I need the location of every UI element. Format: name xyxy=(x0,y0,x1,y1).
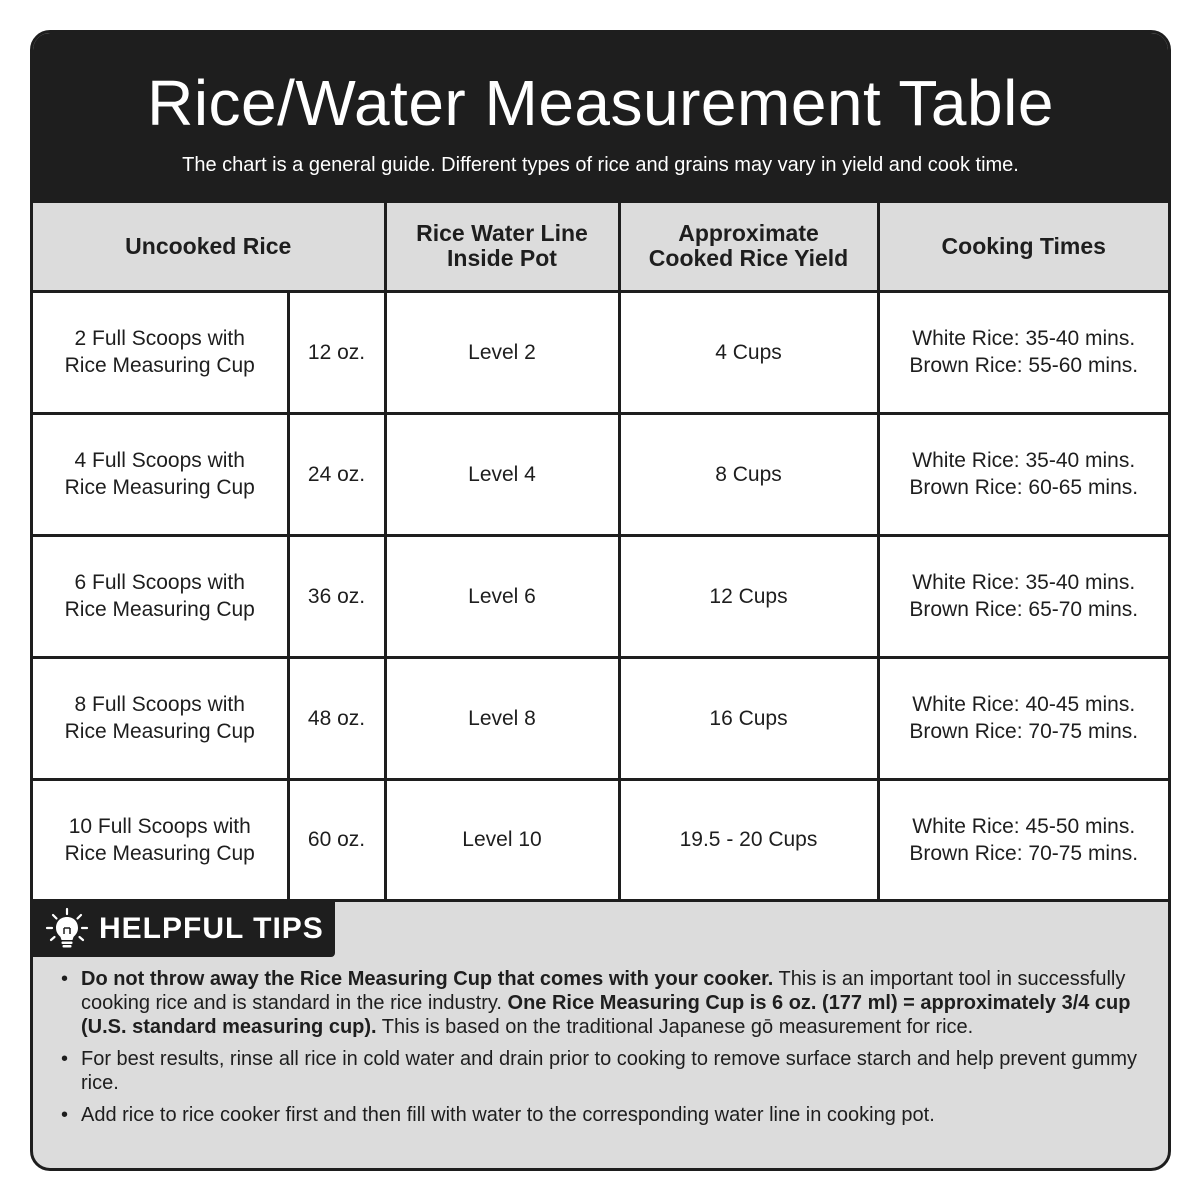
header-uncooked-rice: Uncooked Rice xyxy=(33,203,385,291)
scoops-line-1: 8 Full Scoops with xyxy=(74,693,245,716)
scoops-line-2: Rice Measuring Cup xyxy=(64,841,255,865)
header-yield-line-1: Approximate xyxy=(678,220,819,247)
scoops-line-2: Rice Measuring Cup xyxy=(64,598,255,621)
brown-rice-time: Brown Rice: 60-65 mins. xyxy=(909,476,1139,499)
scoops-cell xyxy=(33,291,288,413)
white-rice-time: White Rice: 35-40 mins. xyxy=(912,449,1136,472)
scoops-line-2: Rice Measuring Cup xyxy=(64,354,255,377)
tip-1-bold-intro: Do not throw away the Rice Measuring Cup that comes with your cooker. xyxy=(81,968,774,990)
brown-rice-time: Brown Rice: 70-75 mins. xyxy=(909,720,1139,743)
white-rice-time: White Rice: 45-50 mins. xyxy=(912,814,1136,838)
yield-cell: 8 Cups xyxy=(619,413,878,535)
cooking-times-cell xyxy=(878,291,1168,413)
measurement-table xyxy=(33,203,1168,902)
helpful-tips-title: HELPFUL TIPS xyxy=(99,912,324,945)
water-level-cell: Level 8 xyxy=(385,657,619,779)
tip-item xyxy=(61,1103,1151,1127)
page-title: Rice/Water Measurement Table xyxy=(147,67,1054,139)
scoops-line-1: 10 Full Scoops with xyxy=(68,814,251,838)
ounces-cell: 24 oz. xyxy=(288,413,385,535)
ounces-cell: 36 oz. xyxy=(288,535,385,657)
table-row xyxy=(33,535,1168,657)
tip-2-text: For best results, rinse all rice in cold water and drain prior to cooking to remove surface starch and help prevent gummy rice. xyxy=(81,1048,1138,1094)
yield-cell: 12 Cups xyxy=(619,535,878,657)
scoops-line-2: Rice Measuring Cup xyxy=(64,720,255,743)
bullet: • xyxy=(61,1048,69,1070)
header-banner xyxy=(33,33,1168,203)
table-row xyxy=(33,657,1168,779)
ounces-cell: 60 oz. xyxy=(288,779,385,900)
scoops-cell xyxy=(33,657,288,779)
scoops-cell xyxy=(33,535,288,657)
tip-item xyxy=(61,967,1151,1039)
brown-rice-time: Brown Rice: 70-75 mins. xyxy=(909,841,1139,865)
header-cooked-yield xyxy=(619,203,878,291)
tip-1-bold-measure: One Rice Measuring Cup is 6 oz. (177 ml) = approximately 3/4 cup (U.S. standard measuring cup). xyxy=(81,992,1131,1038)
tip-3-text: Add rice to rice cooker first and then fill with water to the corresponding water line in cooking pot. xyxy=(81,1104,935,1126)
scoops-cell xyxy=(33,413,288,535)
scoops-line-1: 4 Full Scoops with xyxy=(74,449,245,472)
white-rice-time: White Rice: 40-45 mins. xyxy=(912,693,1136,716)
scoops-line-1: 6 Full Scoops with xyxy=(74,571,245,594)
cooking-times-cell xyxy=(878,779,1168,900)
header-water-line xyxy=(385,203,619,291)
table-header-row xyxy=(33,203,1168,291)
header-water-line-line-1: Rice Water Line xyxy=(416,220,588,247)
ounces-cell: 12 oz. xyxy=(288,291,385,413)
yield-cell: 4 Cups xyxy=(619,291,878,413)
tips-list xyxy=(61,967,1151,1135)
water-level-cell: Level 6 xyxy=(385,535,619,657)
tip-1-text: This is an important tool in successfully cooking rice and is standard in the rice industry. xyxy=(81,968,1126,1014)
header-cooking-times: Cooking Times xyxy=(878,203,1168,291)
header-yield-line-2: Cooked Rice Yield xyxy=(648,245,849,272)
ounces-cell: 48 oz. xyxy=(288,657,385,779)
scoops-line-2: Rice Measuring Cup xyxy=(64,476,255,499)
cooking-times-cell xyxy=(878,535,1168,657)
table-row xyxy=(33,413,1168,535)
tip-1-text-end: This is based on the traditional Japanese gō measurement for rice. xyxy=(376,1016,974,1038)
white-rice-time: White Rice: 35-40 mins. xyxy=(912,571,1136,594)
yield-cell: 16 Cups xyxy=(619,657,878,779)
brown-rice-time: Brown Rice: 55-60 mins. xyxy=(909,354,1139,377)
water-level-cell: Level 4 xyxy=(385,413,619,535)
water-level-cell: Level 10 xyxy=(385,779,619,900)
white-rice-time: White Rice: 35-40 mins. xyxy=(912,327,1136,350)
header-water-line-line-2: Inside Pot xyxy=(447,245,557,272)
helpful-tips-tab xyxy=(33,901,335,957)
table-row xyxy=(33,291,1168,413)
cooking-times-cell xyxy=(878,657,1168,779)
scoops-line-1: 2 Full Scoops with xyxy=(74,327,245,350)
yield-cell: 19.5 - 20 Cups xyxy=(619,779,878,900)
scoops-cell xyxy=(33,779,288,900)
cooking-times-cell xyxy=(878,413,1168,535)
brown-rice-time: Brown Rice: 65-70 mins. xyxy=(909,598,1139,621)
lightbulb-icon xyxy=(45,907,89,951)
table-row xyxy=(33,779,1168,900)
measurement-card xyxy=(30,30,1171,1171)
bullet: • xyxy=(61,968,69,990)
bullet: • xyxy=(61,1104,69,1126)
tip-item xyxy=(61,1047,1151,1095)
water-level-cell: Level 2 xyxy=(385,291,619,413)
page-subtitle: The chart is a general guide. Different types of rice and grains may vary in yield and cook time. xyxy=(182,154,1019,176)
